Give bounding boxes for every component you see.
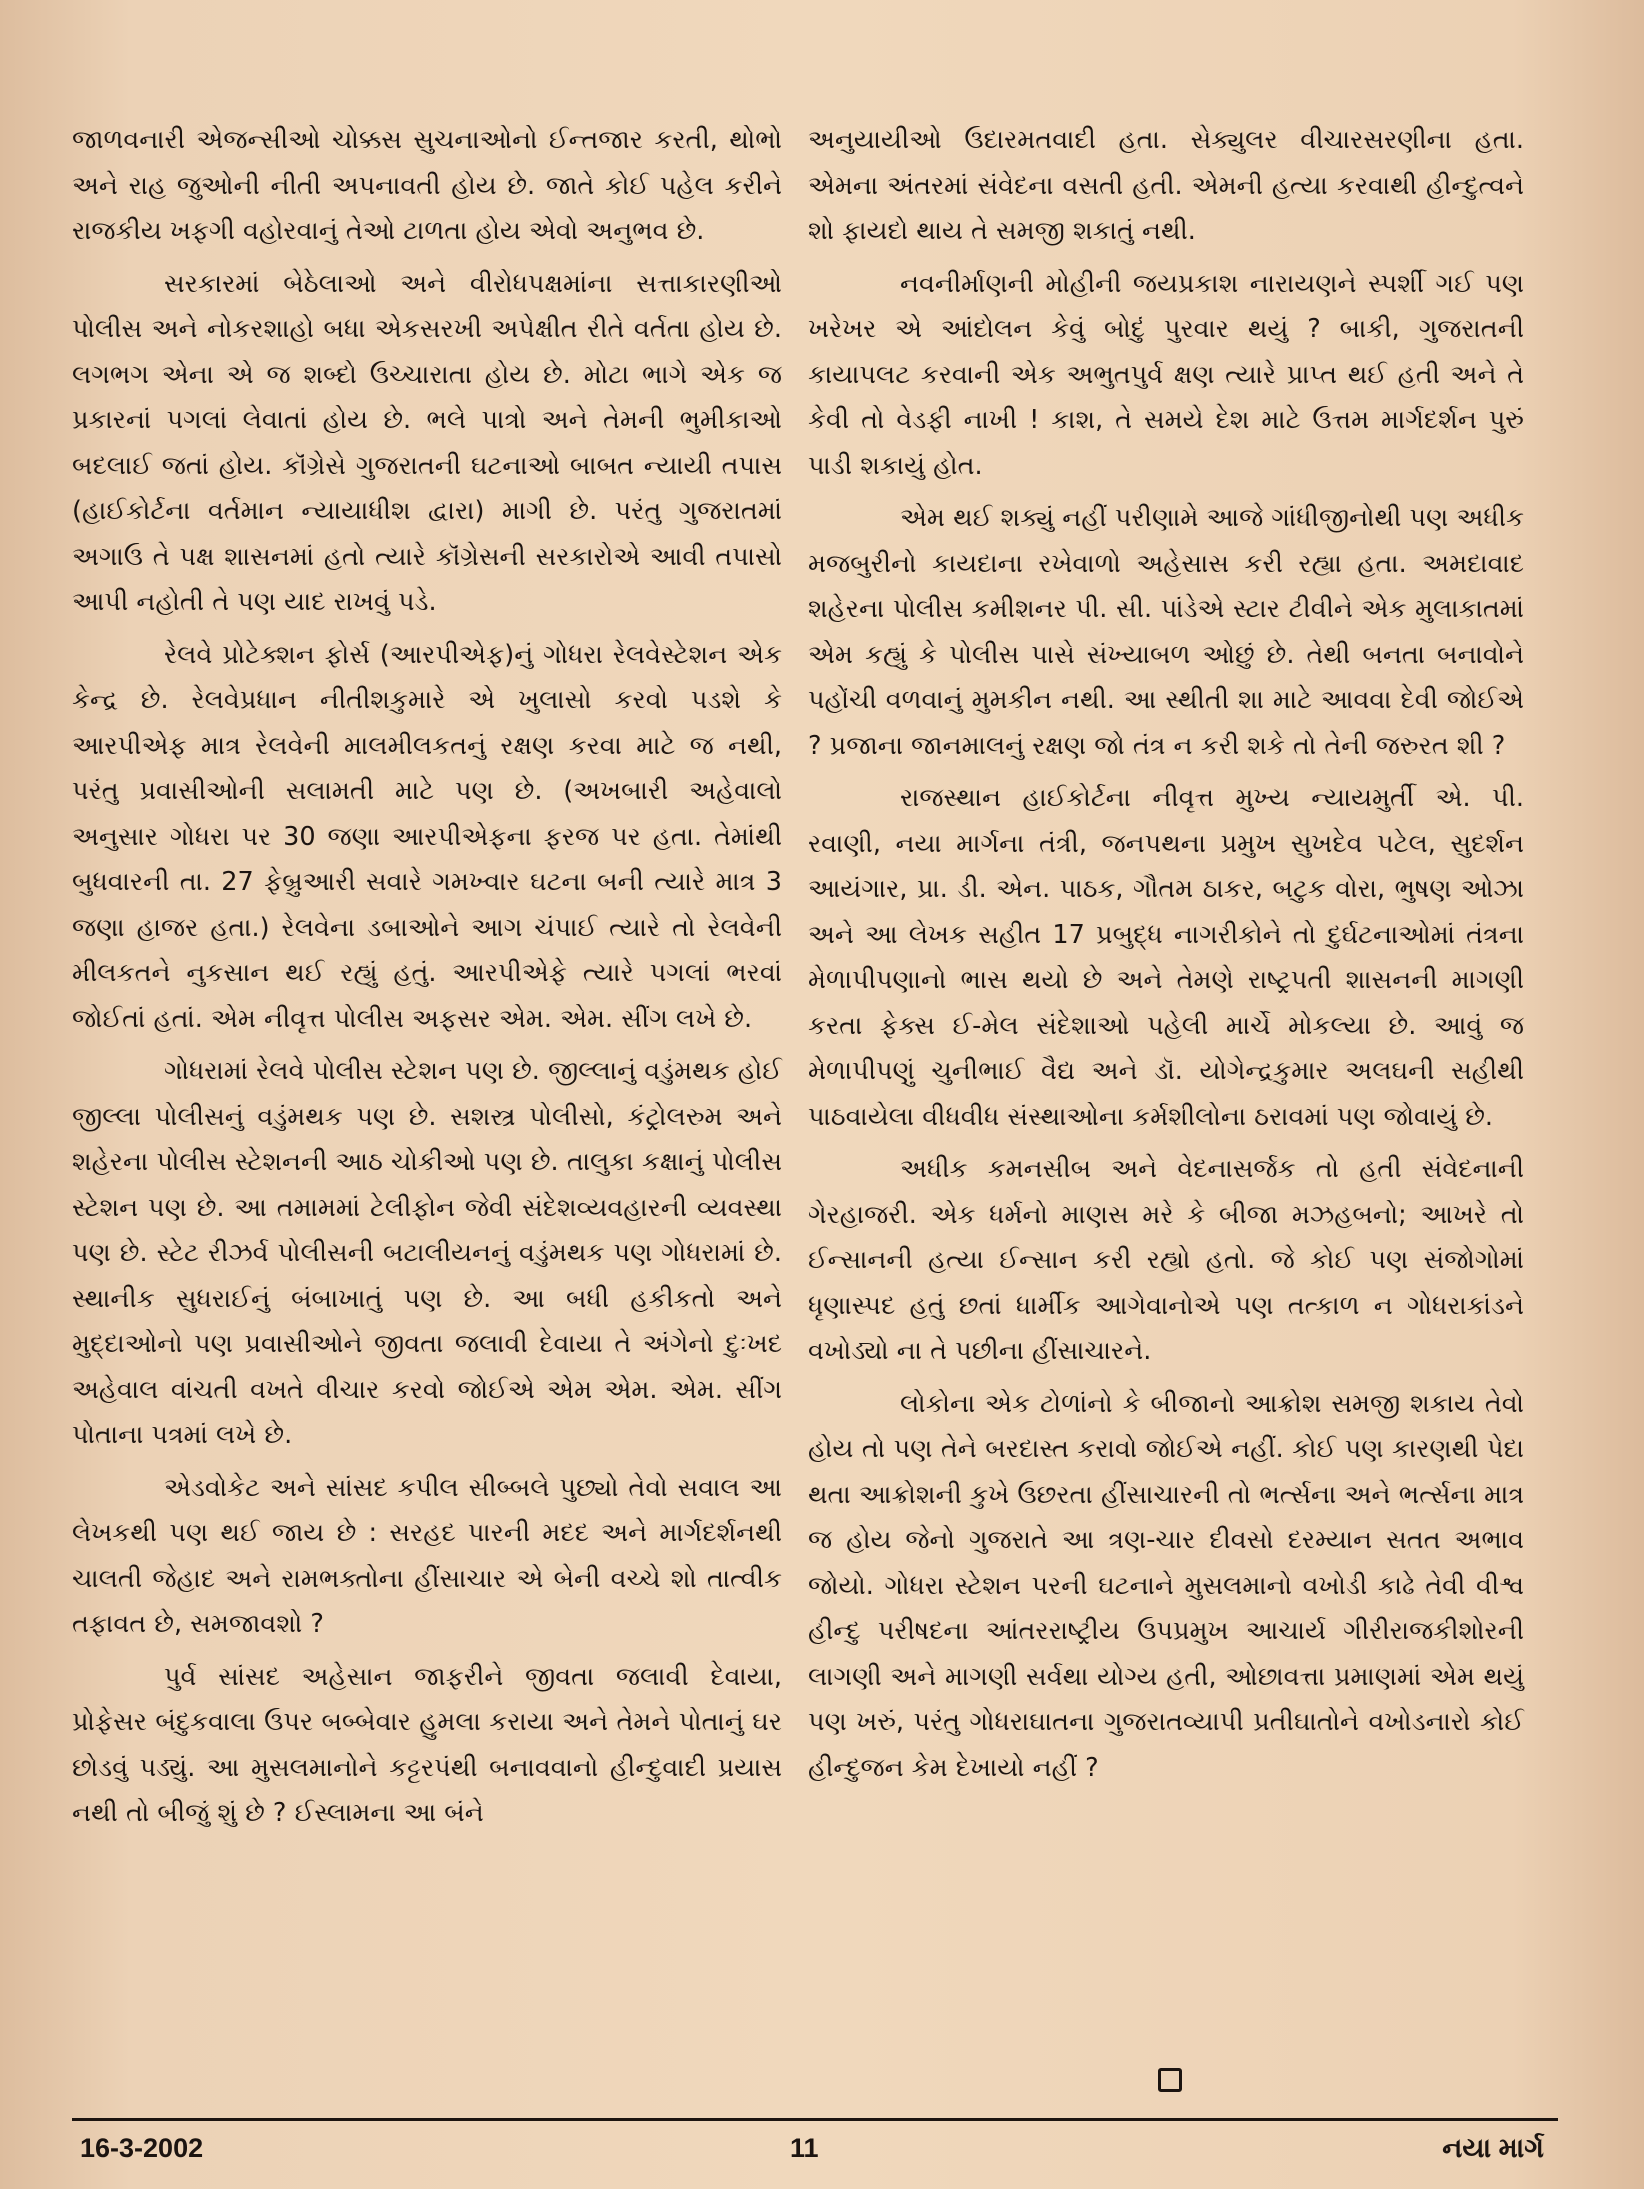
paragraph: સરકારમાં બેઠેલાઓ અને વીરોધપક્ષમાંના સત્તાકારણીઓ પોલીસ અને નોકરશાહો બધા એકસરખી અપેક્ષીત રીતે વર્તતા હોય છે. લગભગ એના એ જ શબ્દો ઉચ્ચારાતા હોય છે. મોટા ભાગે એક જ પ્રકારનાં પગલાં લેવાતાં હોય છે. ભલે પાત્રો અને તેમની ભુમીકાઓ બદલાઈ જતાં હોય. કૉંગ્રેસે ગુજરાતની ઘટનાઓ બાબત ન્યાયી તપાસ (હાઈકોર્ટના વર્તમાન ન્યાયાધીશ દ્વારા) માગી છે. પરંતુ ગુજરાતમાં અગાઉ તે પક્ષ શાસનમાં હતો ત્યારે કૉંગ્રેસની સરકારોએ આવી તપાસો આપી નહોતી તે પણ યાદ રાખવું પડે. <box>72 268 782 617</box>
left-column <box>72 118 782 1844</box>
footer-divider <box>72 2118 1558 2121</box>
paragraph: એમ થઈ શક્યું નહીં પરીણામે આજે ગાંધીજીનોથી પણ અધીક મજબુરીનો કાયદાના રખેવાળો અહેસાસ કરી રહ્યા હતા. અમદાવાદ શહેરના પોલીસ કમીશનર પી. સી. પાંડેએ સ્ટાર ટીવીને એક મુલાકાતમાં એમ કહ્યું કે પોલીસ પાસે સંખ્યાબળ ઓછું છે. તેથી બનતા બનાવોને પહોંચી વળવાનું મુમકીન નથી. આ સ્થીતી શા માટે આવવા દેવી જોઈએ ? પ્રજાના જાનમાલનું રક્ષણ જો તંત્ર ન કરી શકે તો તેની જરુરત શી ? <box>808 503 1524 761</box>
paragraph: અનુયાયીઓ ઉદારમતવાદી હતા. સેક્યુલર વીચારસરણીના હતા. એમના અંતરમાં સંવેદના વસતી હતી. એમની હત્યા કરવાથી હીન્દુત્વને શો ફાયદો થાય તે સમજી શકાતું નથી. <box>808 125 1524 246</box>
paragraph: એડવોકેટ અને સાંસદ કપીલ સીબ્બલે પુછ્યો તેવો સવાલ આ લેખકથી પણ થઈ જાય છે : સરહદ પારની મદદ અને માર્ગદર્શનથી ચાલતી જેહાદ અને રામભક્તોના હીંસાચાર એ બેની વચ્ચે શો તાત્વીક તફાવત છે, સમજાવશો ? <box>72 1472 782 1639</box>
page-number: 11 <box>790 2133 819 2163</box>
footer-date: 16-3-2002 <box>80 2133 204 2163</box>
paragraph: ગોધરામાં રેલવે પોલીસ સ્ટેશન પણ છે. જીલ્લાનું વડુંમથક હોઈ જીલ્લા પોલીસનું વડુંમથક પણ છે. સશસ્ત્ર પોલીસો, કંટ્રોલરુમ અને શહેરના પોલીસ સ્ટેશનની આઠ ચોકીઓ પણ છે. તાલુકા કક્ષાનું પોલીસ સ્ટેશન પણ છે. આ તમામમાં ટેલીફોન જેવી સંદેશવ્યવહારની વ્યવસ્થા પણ છે. સ્ટેટ રીઝર્વ પોલીસની બટાલીયનનું વડુંમથક પણ ગોધરામાં છે. સ્થાનીક સુધરાઈનું બંબાખાતું પણ છે. આ બધી હકીકતો અને મુદ્દાઓનો પણ પ્રવાસીઓને જીવતા જલાવી દેવાયા તે અંગેનો દુઃખદ અહેવાલ વાંચતી વખતે વીચાર કરવો જોઈએ એમ એમ. એમ. સીંગ પોતાના પત્રમાં લખે છે. <box>72 1056 782 1450</box>
paragraph: પુર્વ સાંસદ અહેસાન જાફરીને જીવતા જલાવી દેવાયા, પ્રોફેસર બંદુકવાલા ઉપર બબ્બેવાર હુમલા કરાયા અને તેમને પોતાનું ઘર છોડવું પડ્યું. આ મુસલમાનોને કટ્ટરપંથી બનાવવાનો હીન્દુવાદી પ્રયાસ નથી તો બીજું શું છે ? ઈસ્લામના આ બંને <box>72 1661 782 1828</box>
article-end-square-icon <box>1158 2068 1182 2092</box>
paragraph: રાજસ્થાન હાઈકોર્ટના નીવૃત્ત મુખ્ય ન્યાયમુર્તી એ. પી. રવાણી, નયા માર્ગના તંત્રી, જનપથના પ્રમુખ સુખદેવ પટેલ, સુદર્શન આયંગાર, પ્રા. ડી. એન. પાઠક, ગૌતમ ઠાકર, બટુક વોરા, ભુષણ ઓઝા અને આ લેખક સહીત 17 પ્રબુદ્ધ નાગરીકોને તો દુર્ઘટનાઓમાં તંત્રના મેળાપીપણાનો ભાસ થયો છે અને તેમણે રાષ્ટ્રપતી શાસનની માગણી કરતા ફેક્સ ઈ-મેલ સંદેશાઓ પહેલી માર્ચે મોકલ્યા છે. આવું જ મેળાપીપણું ચુનીભાઈ વૈદ્ય અને ડૉ. યોગેન્દ્રકુમાર અલઘની સહીથી પાઠવાયેલા વીધવીધ સંસ્થાઓના કર્મશીલોના ઠરાવમાં પણ જોવાયું છે. <box>808 783 1524 1132</box>
paragraph: નવનીર્માણની મોહીની જયપ્રકાશ નારાયણને સ્પર્શી ગઈ પણ ખરેખર એ આંદોલન કેવું બોદું પુરવાર થયું ? બાકી, ગુજરાતની કાયાપલટ કરવાની એક અભુતપુર્વ ક્ષણ ત્યારે પ્રાપ્ત થઈ હતી અને તે કેવી તો વેડફી નાખી ! કાશ, તે સમયે દેશ માટે ઉત્તમ માર્ગદર્શન પુરું પાડી શકાયું હોત. <box>808 268 1524 481</box>
paragraph: રેલવે પ્રોટેક્શન ફોર્સ (આરપીએફ)નું ગોધરા રેલવેસ્ટેશન એક કેન્દ્ર છે. રેલવેપ્રધાન નીતીશકુમારે એ ખુલાસો કરવો પડશે કે આરપીએફ માત્ર રેલવેની માલમીલકતનું રક્ષણ કરવા માટે જ નથી, પરંતુ પ્રવાસીઓની સલામતી માટે પણ છે. (અખબારી અહેવાલો અનુસાર ગોધરા પર 30 જણા આરપીએફના ફરજ પર હતા. તેમાંથી બુધવારની તા. 27 ફેબ્રુઆરી સવારે ગમખ્વાર ઘટના બની ત્યારે માત્ર 3 જણા હાજર હતા.) રેલવેના ડબાઓને આગ ચંપાઈ ત્યારે તો રેલવેની મીલકતને નુકસાન થઈ રહ્યું હતું. આરપીએફે ત્યારે પગલાં ભરવાં જોઈતાં હતાં. એમ નીવૃત્ત પોલીસ અફસર એમ. એમ. સીંગ લખે છે. <box>72 639 782 1034</box>
paragraph: જાળવનારી એજન્સીઓ ચોક્કસ સુચનાઓનો ઈન્તજાર કરતી, થોભો અને રાહ જુઓની નીતી અપનાવતી હોય છે. જાતે કોઈ પહેલ કરીને રાજકીય ખફગી વહોરવાનું તેઓ ટાળતા હોય એવો અનુભવ છે. <box>72 125 782 246</box>
paragraph: લોકોના એક ટોળાંનો કે બીજાનો આક્રોશ સમજી શકાય તેવો હોય તો પણ તેને બરદાસ્ત કરાવો જોઈએ નહીં. કોઈ પણ કારણથી પેદા થતા આક્રોશની કુખે ઉછરતા હીંસાચારની તો ભર્ત્સના અને ભર્ત્સના માત્ર જ હોય જેનો ગુજરાતે આ ત્રણ-ચાર દીવસો દરમ્યાન સતત અભાવ જોયો. ગોધરા સ્ટેશન પરની ઘટનાને મુસલમાનો વખોડી કાઢે તેવી વીશ્વ હીન્દુ પરીષદના આંતરરાષ્ટ્રીય ઉપપ્રમુખ આચાર્ય ગીરીરાજકીશોરની લાગણી અને માગણી સર્વથા યોગ્ય હતી, ઓછાવત્તા પ્રમાણમાં એમ થયું પણ ખરું, પરંતુ ગોધરાઘાતના ગુજરાતવ્યાપી પ્રતીઘાતોને વખોડનારો કોઈ હીન્દુજન કેમ દેખાયો નહીં ? <box>808 1388 1524 1783</box>
right-column <box>808 118 1524 1798</box>
paragraph: અધીક કમનસીબ અને વેદનાસર્જક તો હતી સંવેદનાની ગેરહાજરી. એક ધર્મનો માણસ મરે કે બીજા મઝહબનો; આખરે તો ઈન્સાનની હત્યા ઈન્સાન કરી રહ્યો હતો. જે કોઈ પણ સંજોગોમાં ધૃણાસ્પદ હતું છતાં ધાર્મીક આગેવાનોએ પણ તત્કાળ ન ગોધરાકાંડને વખોડ્યો ના તે પછીના હીંસાચારને. <box>808 1154 1524 1366</box>
magazine-name: નયા માર્ગ <box>1442 2133 1544 2163</box>
